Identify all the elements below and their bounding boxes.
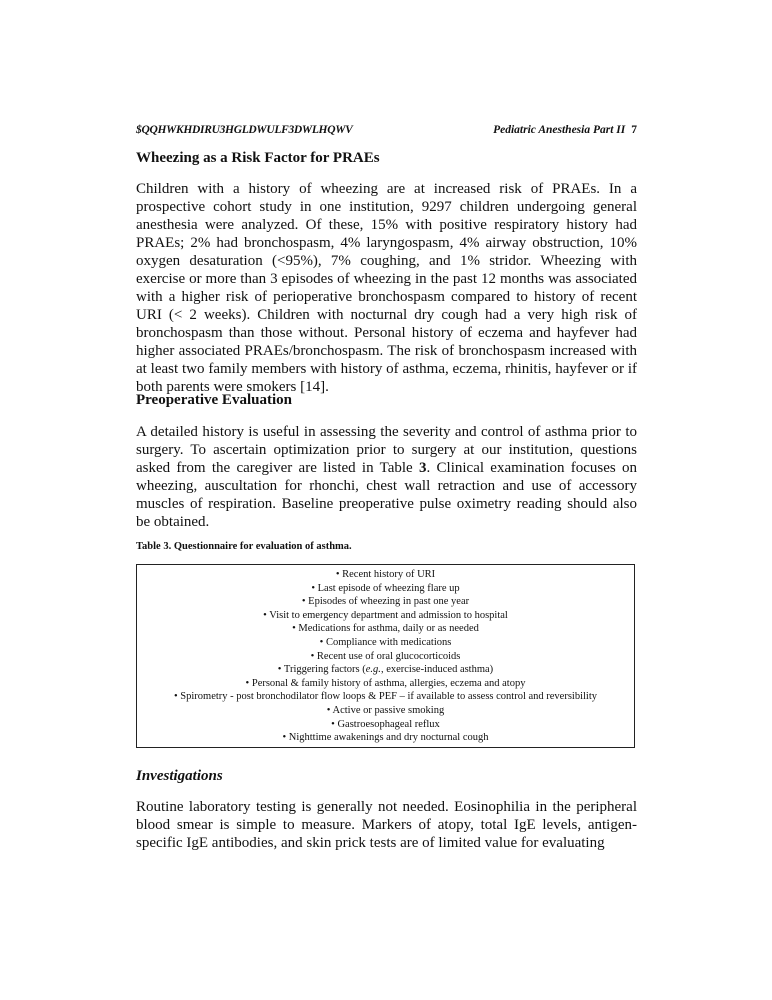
questionnaire-item: • Recent history of URI — [335, 569, 436, 580]
header-left-text: $QQHWKHDIRU3HGLDWULF3DWLHQWV — [136, 124, 353, 136]
table-caption: Table 3. Questionnaire for evaluation of asthma. — [136, 541, 352, 552]
questionnaire-item: • Active or passive smoking — [326, 704, 445, 716]
preop-text-start: A detailed history is useful in assessing the severity and control of asthma prior to surgery. To ascertain optimization prior to surgery at our institution, questions asked from the caregiver are listed in Table — [136, 424, 637, 476]
questionnaire-item: • Spirometry - post bronchodilator flow loops & PEF – if available to assess control and reversibility — [173, 691, 598, 703]
questionnaire-item: • Compliance with medications — [319, 636, 452, 648]
questionnaire-item: • Triggering factors (e.g., exercise-induced asthma) — [277, 664, 494, 676]
questionnaire-item: • Last episode of wheezing flare up — [311, 582, 460, 594]
section-title-wheezing: Wheezing as a Risk Factor for PRAEs — [136, 150, 380, 166]
table-reference: 3 — [419, 460, 427, 476]
questionnaire-item: • Medications for asthma, daily or as needed — [292, 623, 479, 635]
page-number: 7 — [631, 124, 637, 136]
section-title-preop: Preoperative Evaluation — [136, 392, 292, 408]
preop-text-end: . Clinical examination focuses on wheezing, auscultation for rhonchi, chest wall retraction and use of accessory muscles of respiration. Baseline preoperative pulse oximetry reading should also be obtained. — [136, 460, 637, 530]
questionnaire-item: • Visit to emergency department and admission to hospital — [263, 609, 508, 621]
running-header — [136, 124, 637, 140]
questionnaire-item: • Recent use of oral glucocorticoids — [310, 650, 461, 662]
questionnaire-item: • Nighttime awakenings and dry nocturnal cough — [282, 732, 489, 744]
journal-title: Pediatric Anesthesia Part II — [493, 124, 626, 136]
questionnaire-table — [136, 564, 635, 748]
paragraph-wheezing: Children with a history of wheezing are at increased risk of PRAEs. In a prospective cohort study in one institution, 9297 children undergoing general anesthesia were analyzed. Of these, 15% with positive respiratory history had PRAEs; 2% had bronchospasm, 4% laryngospasm, 4% airway obstruction, 10% oxygen desaturation (<95%), 7% coughing, and 1% stridor. Wheezing with exercise or more than 3 episodes of wheezing in the past 12 months was associated with a higher risk of perioperative bronchospasm compared to history of recent URI (< 2 weeks). Children with nocturnal dry cough had a very high risk of bronchospasm than those without. Personal history of eczema and hayfever had higher associated PRAEs/bronchospasm. The risk of bronchospasm increased with at least two family members with history of asthma, eczema, rhinitis, hayfever or if both parents were smokers [14]. — [136, 181, 637, 395]
questionnaire-item: • Episodes of wheezing in past one year — [301, 596, 470, 608]
paragraph-investigations: Routine laboratory testing is generally not needed. Eosinophilia in the peripheral blood smear is simple to measure. Markers of atopy, total IgE levels, antigen-specific IgE antibodies, and skin prick tests are of limited value for evaluating — [136, 799, 637, 851]
questionnaire-list — [137, 568, 634, 745]
questionnaire-item: • Personal & family history of asthma, allergies, eczema and atopy — [245, 677, 526, 689]
paragraph-preop — [136, 423, 637, 531]
section-title-investigations: Investigations — [136, 768, 223, 784]
questionnaire-item: • Gastroesophageal reflux — [331, 718, 440, 730]
header-right — [493, 124, 637, 136]
